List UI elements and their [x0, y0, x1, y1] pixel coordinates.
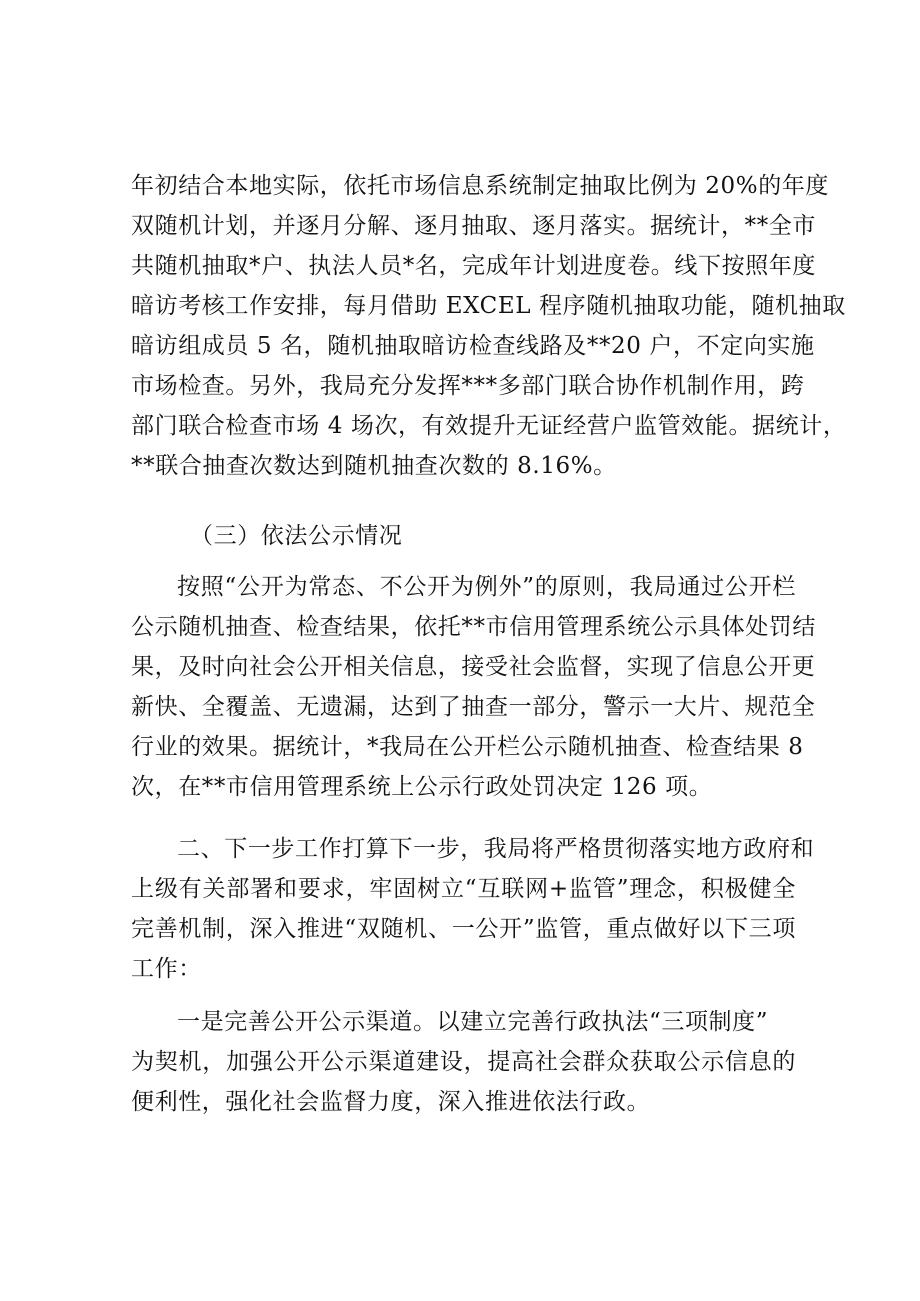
paragraph-item-one: [131, 1002, 796, 1122]
text-line: 果，及时向社会公开相关信息，接受社会监督，实现了信息公开更: [131, 654, 816, 680]
text-line: 工作：: [131, 956, 202, 982]
text-line: 部门联合检查市场 4 场次，有效提升无证经营户监管效能。据统计，: [131, 413, 847, 439]
text-line: 暗访组成员 5 名，随机抽取暗访检查线路及**20 户，不定向实施: [131, 333, 815, 359]
text-line: 便利性，强化社会监督力度，深入推进依法行政。: [131, 1089, 651, 1115]
text-line: 上级有关部署和要求，牢固树立“互联网+监管”理念，积极健全: [131, 876, 796, 902]
text-line: 双随机计划，并逐月分解、逐月抽取、逐月落实。据统计，**全市: [131, 213, 816, 239]
text-line: 市场检查。另外，我局充分发挥***多部门联合协作机制作用，跨: [131, 373, 805, 399]
text-line: 二、下一步工作打算下一步，我局将严格贯彻落实地方政府和: [177, 836, 815, 862]
paragraph-publicity: [131, 567, 816, 807]
text-line: 次，在**市信用管理系统上公示行政处罚决定 126 项。: [131, 774, 713, 800]
text-line: 公示随机抽查、检查结果，依托**市信用管理系统公示具体处罚结: [131, 614, 816, 640]
paragraph-next-steps: [131, 829, 815, 989]
text-line: 新快、全覆盖、无遗漏，达到了抽查一部分，警示一大片、规范全: [131, 694, 816, 720]
text-line: 按照“公开为常态、不公开为例外”的原则，我局通过公开栏: [177, 574, 796, 600]
text-line: 一是完善公开公示渠道。以建立完善行政执法“三项制度”: [177, 1009, 769, 1035]
section-heading: （三）依法公示情况: [190, 523, 403, 549]
text-line: 行业的效果。据统计，*我局在公开栏公示随机抽查、检查结果 8: [131, 734, 804, 760]
text-line: 暗访考核工作安排，每月借助 EXCEL 程序随机抽取功能，随机抽取: [131, 293, 846, 319]
text-line: **联合抽查次数达到随机抽查次数的 8.16%。: [131, 453, 617, 479]
text-line: 年初结合本地实际，依托市场信息系统制定抽取比例为 20%的年度: [131, 173, 830, 199]
text-line: 完善机制，深入推进“双随机、一公开”监管，重点做好以下三项: [131, 916, 796, 942]
text-line: 共随机抽取*户、执法人员*名，完成年计划进度卷。线下按照年度: [131, 253, 816, 279]
paragraph-statistics: [131, 166, 847, 486]
text-line: 为契机，加强公开公示渠道建设，提高社会群众获取公示信息的: [131, 1049, 796, 1075]
